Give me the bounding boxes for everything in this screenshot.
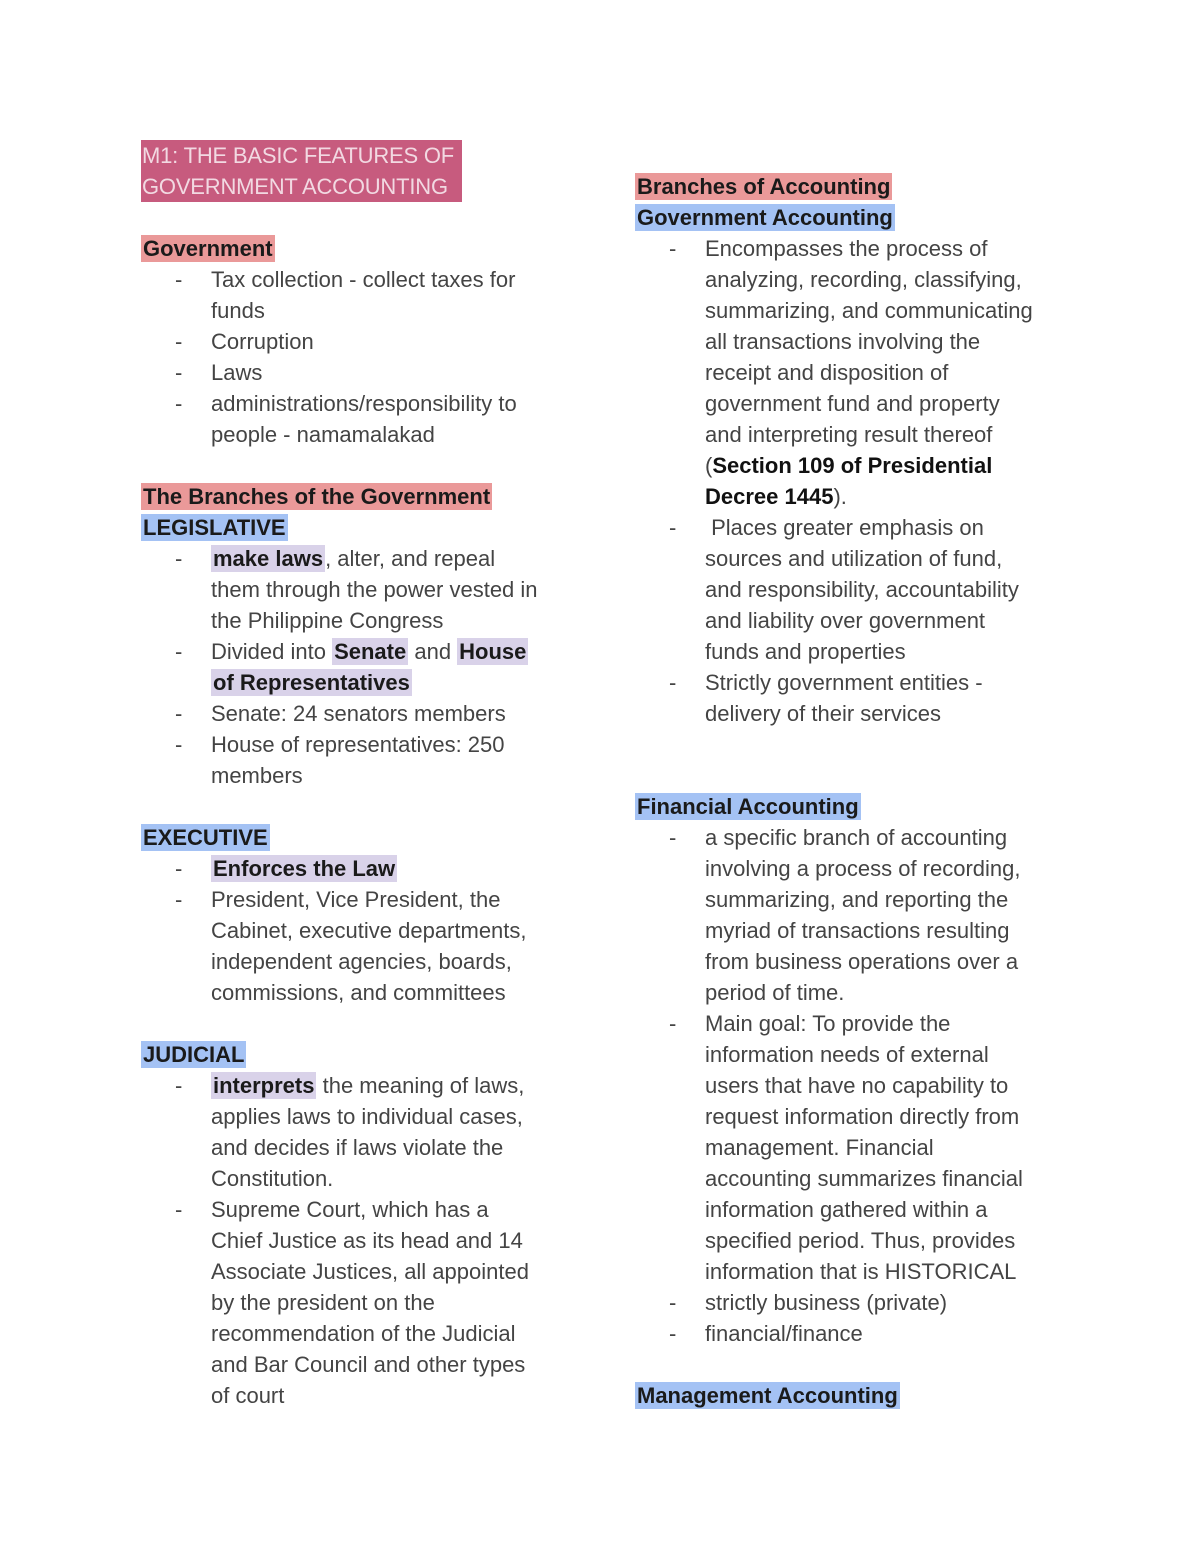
list-item: - Corruption	[141, 326, 581, 357]
list-item	[141, 853, 581, 884]
house-highlight: House	[459, 639, 527, 664]
title-line-2: GOVERNMENT ACCOUNTING	[142, 174, 448, 199]
list-item: - Places greater emphasis on sources and utilization of fund, and responsibility, accountability and liability over government funds and properties	[635, 512, 1075, 667]
government-heading: Government	[143, 236, 273, 261]
list-item: - Main goal: To provide the information needs of external users that have no capability to request information directly from management. Financial accounting summarizes financial information gathered within a specified period. Thus, provides information that is HISTORICAL	[635, 1008, 1075, 1287]
right-column	[635, 171, 1075, 1411]
government-list	[141, 264, 581, 450]
list-item: - Senate: 24 senators members	[141, 698, 581, 729]
list-item: - House of representatives: 250 members	[141, 729, 581, 791]
enforces-law-highlight: Enforces the Law	[213, 856, 396, 881]
list-item: - Laws	[141, 357, 581, 388]
list-item: - Supreme Court, which has a Chief Justice as its head and 14 Associate Justices, all appointed by the president on the recommendation of the Judicial and Bar Council and other types of court	[141, 1194, 581, 1411]
financial-accounting-list	[635, 822, 1075, 1349]
representatives-highlight: of Representatives	[213, 670, 410, 695]
interprets-highlight: interprets	[213, 1073, 315, 1098]
judicial-list	[141, 1070, 581, 1411]
title-line-1: M1: THE BASIC FEATURES OF	[142, 143, 455, 168]
make-laws-highlight: make laws	[213, 546, 324, 571]
judicial-heading: JUDICIAL	[143, 1042, 245, 1067]
branches-of-accounting-heading: Branches of Accounting	[637, 174, 891, 199]
executive-list	[141, 853, 581, 1008]
document-title	[141, 140, 462, 202]
branches-heading: The Branches of the Government	[143, 484, 491, 509]
list-item: - Tax collection - collect taxes for funds	[141, 264, 581, 326]
legislative-heading: LEGISLATIVE	[143, 515, 286, 540]
senate-highlight: Senate	[334, 639, 407, 664]
executive-heading: EXECUTIVE	[143, 825, 268, 850]
list-item: - make laws, alter, and repeal them through the power vested in the Philippine Congress	[141, 543, 581, 636]
legislative-list	[141, 543, 581, 791]
government-section	[141, 233, 581, 450]
list-item: - administrations/responsibility to people - namamalakad	[141, 388, 581, 450]
decree-1445-reference: Decree 1445	[705, 484, 834, 509]
list-item: - strictly business (private)	[635, 1287, 1075, 1318]
list-item: - interprets the meaning of laws, applies laws to individual cases, and decides if laws violate the Constitution.	[141, 1070, 581, 1194]
section-109-reference: Section 109 of Presidential	[712, 453, 993, 478]
management-accounting-heading: Management Accounting	[637, 1383, 898, 1408]
list-item: - financial/finance	[635, 1318, 1075, 1349]
list-item: - President, Vice President, the Cabinet, executive departments, independent agencies, boards, commissions, and committees	[141, 884, 581, 1008]
branches-section	[141, 481, 581, 1411]
left-column	[141, 140, 581, 1411]
list-item: - Encompasses the process of analyzing, recording, classifying, summarizing, and communicating all transactions involving the receipt and disposition of government fund and property and interpreting result thereof (Section 109 of Presidential Decree 1445).	[635, 233, 1075, 512]
government-accounting-list	[635, 233, 1075, 729]
financial-accounting-heading: Financial Accounting	[637, 794, 859, 819]
list-item: - Strictly government entities - delivery of their services	[635, 667, 1075, 729]
list-item: - a specific branch of accounting involving a process of recording, summarizing, and reporting the myriad of transactions resulting from business operations over a period of time.	[635, 822, 1075, 1008]
list-item: - Divided into Senate and House of Representatives	[141, 636, 581, 698]
government-accounting-heading: Government Accounting	[637, 205, 893, 230]
